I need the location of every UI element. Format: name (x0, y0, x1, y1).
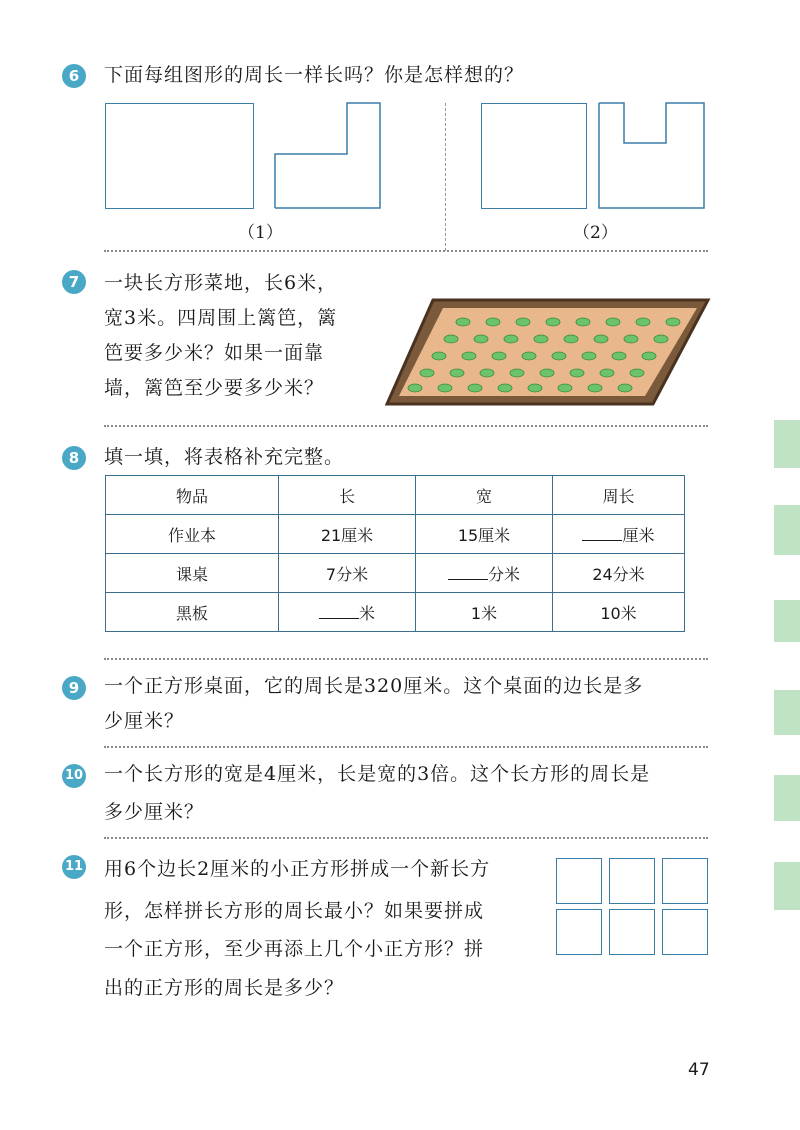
unit-label: 厘米 (622, 525, 655, 545)
question-10-badge: 10 (62, 764, 86, 788)
answer-blank[interactable] (319, 604, 359, 619)
side-tab-4 (774, 690, 800, 735)
small-square (662, 858, 708, 904)
small-square (609, 858, 655, 904)
small-square (556, 858, 602, 904)
side-tab-3 (774, 600, 800, 642)
figure-1-square (105, 103, 254, 209)
figure-2-notch-shape (596, 101, 708, 211)
question-11-line-3: 一个正方形，至少再添上几个小正方形？拼 (104, 938, 485, 960)
separator (104, 837, 708, 839)
table-header: 宽 (416, 476, 553, 515)
side-tab-6 (774, 862, 800, 910)
table-row (106, 554, 685, 593)
question-9-line-2: 少厘米？ (104, 710, 185, 732)
question-9-badge: 9 (62, 676, 86, 700)
question-7-line-4: 墙，篱笆至少要多少米？ (104, 377, 325, 399)
question-10-line-2: 多少厘米？ (104, 801, 205, 823)
table-cell: 15厘米 (416, 515, 553, 554)
figure-label-1: （1） (238, 223, 283, 243)
table-header: 周长 (553, 476, 685, 515)
perimeter-table (105, 475, 685, 632)
small-square (556, 909, 602, 955)
unit-label: 米 (358, 603, 375, 623)
question-11-line-2: 形，怎样拼长方形的周长最小？如果要拼成 (104, 900, 485, 922)
separator (104, 425, 708, 427)
table-cell: 作业本 (106, 515, 279, 554)
question-11-badge: 11 (62, 855, 86, 879)
question-8-text: 填一填，将表格补充完整。 (104, 446, 345, 468)
table-header: 物品 (106, 476, 279, 515)
side-tab-2 (774, 505, 800, 555)
table-row (106, 515, 685, 554)
question-10-line-1: 一个长方形的宽是4厘米，长是宽的3倍。这个长方形的周长是 (104, 763, 651, 785)
question-6-badge: 6 (62, 64, 86, 88)
table-cell: 7分米 (279, 554, 416, 593)
table-cell: 10米 (553, 593, 685, 632)
separator (104, 658, 708, 660)
side-tab-1 (774, 420, 800, 468)
question-7-badge: 7 (62, 270, 86, 294)
table-row (106, 593, 685, 632)
table-cell: 1米 (416, 593, 553, 632)
question-11-line-1: 用6个边长2厘米的小正方形拼成一个新长方 (104, 858, 491, 880)
page-number: 47 (688, 1060, 710, 1080)
small-square (609, 909, 655, 955)
figure-divider (445, 103, 446, 251)
vegetable-garden-illustration (383, 292, 713, 412)
answer-blank[interactable] (448, 565, 488, 580)
separator (104, 746, 708, 748)
table-header: 长 (279, 476, 416, 515)
question-9-line-1: 一个正方形桌面，它的周长是320厘米。这个桌面的边长是多 (104, 675, 644, 697)
table-cell-blank[interactable] (553, 515, 685, 554)
figure-2-square (481, 103, 587, 209)
table-header-row (106, 476, 685, 515)
table-cell: 课桌 (106, 554, 279, 593)
question-7-line-3: 笆要多少米？如果一面靠 (104, 342, 325, 364)
answer-blank[interactable] (582, 526, 622, 541)
figure-1-step-shape (272, 101, 384, 211)
side-tab-5 (774, 775, 800, 821)
table-cell-blank[interactable] (279, 593, 416, 632)
question-7-line-2: 宽3米。四周围上篱笆，篱 (104, 307, 338, 329)
table-cell: 21厘米 (279, 515, 416, 554)
small-square (662, 909, 708, 955)
question-6-text: 下面每组图形的周长一样长吗？你是怎样想的？ (104, 64, 525, 86)
table-cell-blank[interactable] (416, 554, 553, 593)
unit-label: 分米 (487, 564, 520, 584)
figure-label-2: （2） (573, 223, 618, 243)
question-8-badge: 8 (62, 446, 86, 470)
question-11-line-4: 出的正方形的周长是多少？ (104, 977, 345, 999)
question-7-line-1: 一块长方形菜地，长6米， (104, 272, 338, 294)
table-cell: 24分米 (553, 554, 685, 593)
separator (104, 250, 708, 252)
table-cell: 黑板 (106, 593, 279, 632)
